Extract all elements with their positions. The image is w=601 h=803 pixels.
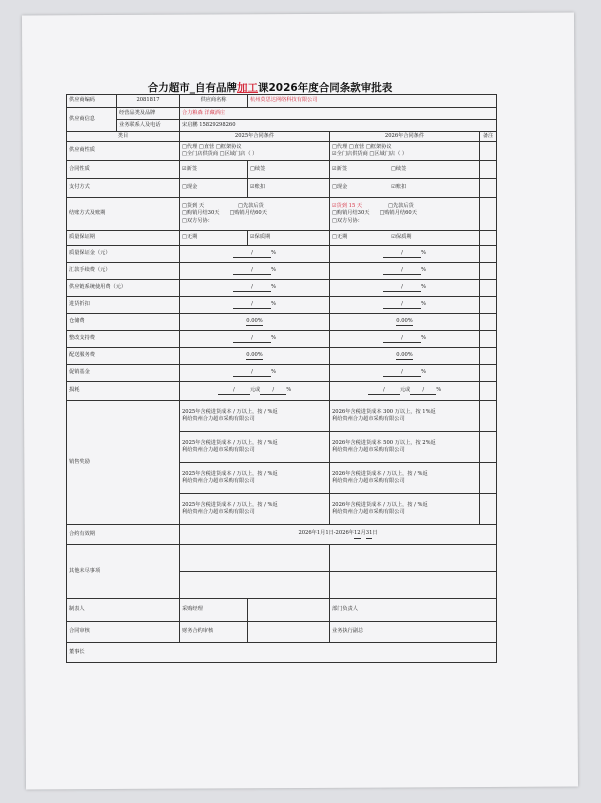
sales-reward-2025-tier2-line1: 2025年含税进货成本 / 万以上，按 / %返 [182,439,278,446]
contract-type-remarks [480,161,497,179]
dept-head-label: 部门负责人 [330,599,497,622]
sales-reward-2026-tier1-line2: 利给贵州合力超市采购有限公司 [332,416,405,422]
loss-2025-percent: / [260,387,286,395]
system-fee-remarks [480,280,497,297]
payment-2026-cash: □现金 [332,184,348,191]
validity-mid: 月 [360,530,366,537]
payment-method-label: 支付方式 [67,179,180,198]
validity-value [180,525,497,545]
sales-reward-remarks-3 [480,463,497,494]
supplier-type-2025-line2: □全门店供货商 □区域门店（ ） [182,151,258,157]
sales-reward-remarks-1 [480,401,497,432]
purchase-discount-2025-unit: % [271,300,276,307]
settlement-label: 结账方式及账期 [67,198,180,231]
promo-fund-2026-unit: % [421,368,426,375]
validity-label: 合约有效期 [67,525,180,545]
promo-fund-label: 促销基金 [67,365,180,382]
other-2026-bottom [330,572,497,599]
quality-2026-shelf: ☑保质期 [391,234,412,241]
contract-type-label: 合同性质 [67,161,180,179]
loss-2026 [330,382,480,401]
other-row-1 [67,545,497,572]
contact-label: 业务联系人及电话 [117,120,180,132]
supplier-type-2025-line1: □代理 □直营 □框架协议 [182,143,242,150]
settlement-2026-30days: □购销月结30天 [332,210,370,217]
transfer-fee-2025-unit: % [271,266,276,273]
settlement-2026-prepay: □先款后货 [388,203,414,210]
sales-reward-2025-tier4-line1: 2025年含税进货成本 / 万以上，按 / %返 [182,501,278,508]
sales-reward-2025-tier1-line2: 利给贵州合力超市采购有限公司 [182,416,255,422]
supplier-name-label: 供应商名称 [180,95,248,108]
contact-value: 宋启鹏 15829298260 [180,120,497,132]
loss-label: 损耗 [67,382,180,401]
header-remarks: 备注 [480,132,497,142]
approval-form-table [66,94,497,663]
settlement-row [67,198,497,231]
quality-period-label: 质量保证期 [67,231,180,246]
supplier-code-value: 2081817 [117,95,180,108]
other-2025-bottom [180,572,330,599]
renovation-fee-2025 [180,331,330,348]
deposit-remarks [480,246,497,263]
contract-type-2025-new: ☑新签 [180,161,248,179]
promo-fund-2026-value: / [383,369,421,377]
transfer-fee-2025 [180,263,330,280]
validity-row [67,525,497,545]
signature-row-2 [67,622,497,643]
sales-reward-2025-tier2 [180,432,330,463]
transfer-fee-2026-value: / [383,267,421,275]
promo-fund-remarks [480,365,497,382]
sales-reward-2025-tier4-line2: 利给贵州合力超市采购有限公司 [182,509,255,515]
sales-reward-2026-tier1-line1: 2026年含税进货成本 300 万以上，按 1%返 [332,408,436,415]
renovation-fee-label: 整改支持费 [67,331,180,348]
finance-review-sign [248,622,330,643]
system-fee-2025-unit: % [271,283,276,290]
sales-reward-2026-tier4-line2: 利给贵州合力超市采购有限公司 [332,509,405,515]
payment-method-row [67,179,497,198]
sales-reward-2026-tier4-line1: 2026年含税进货成本 / 万以上，按 / %返 [332,501,428,508]
delivery-fee-label: 配送服务费 [67,348,180,365]
other-label: 其他未尽事项 [67,545,180,599]
sales-reward-2025-tier4 [180,494,330,525]
purchase-discount-remarks [480,297,497,314]
purchase-discount-2026 [330,297,480,314]
settlement-2026-60days: □购销月结60天 [379,210,417,217]
loss-2026-amount: / [368,387,400,395]
transfer-fee-row [67,263,497,280]
sales-reward-2025-tier1 [180,401,330,432]
renovation-fee-2026-value: / [383,335,421,343]
system-fee-2025-value: / [233,284,271,292]
title-highlight: 加工 [237,82,258,94]
sales-reward-2026-tier3 [330,463,480,494]
settlement-2026-arrival: ☑货到 15 天 [332,203,363,210]
signature-row-3 [67,643,497,663]
payment-remarks [480,179,497,198]
deposit-2025-value: / [233,250,271,258]
purchase-discount-row [67,297,497,314]
loss-2025-unit: % [286,386,292,393]
supplier-type-row [67,142,497,161]
sales-reward-2025-tier3 [180,463,330,494]
delivery-fee-2025-value: 0.00% [246,352,262,360]
validity-prefix: 2026年1月1日-2026年 [298,530,354,537]
deposit-label: 质量保证金（元） [67,246,180,263]
quality-2025-shelf: ☑保质期 [248,231,330,246]
system-fee-2026-unit: % [421,283,426,290]
sales-reward-remarks-4 [480,494,497,525]
transfer-fee-remarks [480,263,497,280]
transfer-fee-2026-unit: % [421,266,426,273]
sales-reward-remarks-2 [480,432,497,463]
quality-2026 [330,231,480,246]
supplier-brand-row [67,108,497,120]
deposit-2026-value: / [383,250,421,258]
settlement-2025-other: □双方另协： [182,217,213,224]
deposit-row [67,246,497,263]
supplier-type-2025 [180,142,330,161]
vp-label: 业务执行副总 [330,622,497,643]
payment-2025-deduct: ☑账扣 [248,179,330,198]
supplier-name-value: 杭州莫思达网络科技有限公司 [248,95,497,108]
renovation-fee-2025-unit: % [271,334,276,341]
header-2025: 2025年合同条件 [180,132,330,142]
settlement-remarks [480,198,497,231]
contract-type-2026 [330,161,480,179]
brand-value: 合力粮森 洋藏酒庄 [180,108,497,120]
promo-fund-row [67,365,497,382]
sales-reward-2026-tier2-line2: 利给贵州合力超市采购有限公司 [332,447,405,453]
quality-2025-none: □无期 [180,231,248,246]
maker-label: 制表人 [67,599,180,622]
sales-reward-2026-tier3-line1: 2026年含税进货成本 / 万以上，按 / %返 [332,470,428,477]
system-fee-2026 [330,280,480,297]
sales-reward-2026-tier3-line2: 利给贵州合力超市采购有限公司 [332,478,405,484]
renovation-fee-row [67,331,497,348]
brand-label: 经营品类及品牌 [117,108,180,120]
transfer-fee-2025-value: / [233,267,271,275]
quality-2026-none: □无期 [332,234,348,241]
supplier-type-2026 [330,142,480,161]
supplier-contact-row [67,120,497,132]
signature-row-1 [67,599,497,622]
delivery-fee-row [67,348,497,365]
purchase-manager-label: 采购经理 [180,599,248,622]
payment-2026 [330,179,480,198]
sales-reward-2025-tier2-line2: 利给贵州合力超市采购有限公司 [182,447,255,453]
header-2026: 2026年合同条件 [330,132,480,142]
settlement-2025-30days: □购销月结30天 [182,210,220,217]
other-2026-top [330,545,497,572]
warehouse-fee-remarks [480,314,497,331]
form-title [44,80,496,95]
delivery-fee-2026 [330,348,480,365]
deposit-2025-unit: % [271,249,276,256]
loss-remarks [480,382,497,401]
header-row [67,132,497,142]
sales-reward-2026-tier2 [330,432,480,463]
loss-2026-percent: / [410,387,436,395]
supplier-type-2026-line2: ☑全门店供货商 □区域门店（ ） [332,151,408,157]
system-fee-2026-value: / [383,284,421,292]
loss-2025 [180,382,330,401]
loss-2025-amount: / [218,387,250,395]
settlement-2025 [180,198,330,231]
warehouse-fee-2026-value: 0.00% [396,318,412,326]
renovation-fee-2025-value: / [233,335,271,343]
promo-fund-2025-value: / [233,369,271,377]
loss-2026-unit: % [436,386,442,393]
supplier-type-2026-line1: □代理 □直营 □框架协议 [332,143,392,150]
supplier-code-row [67,95,497,108]
payment-2026-deduct: ☑账扣 [391,184,407,191]
delivery-fee-2025 [180,348,330,365]
settlement-2026 [330,198,480,231]
validity-day: 31 [366,530,373,538]
finance-review-label: 财务合约审核 [180,622,248,643]
header-category: 类目 [67,132,180,142]
system-fee-row [67,280,497,297]
contract-type-row [67,161,497,179]
sales-reward-2026-tier2-line1: 2026年含税进货成本 500 万以上，按 2%返 [332,439,436,446]
promo-fund-2025-unit: % [271,368,276,375]
loss-row [67,382,497,401]
purchase-discount-2025-value: / [233,301,271,309]
transfer-fee-2026 [330,263,480,280]
quality-remarks [480,231,497,246]
system-fee-label: 供应链系统使用费（元） [67,280,180,297]
payment-2025-cash: □现金 [180,179,248,198]
sales-reward-2025-tier3-line2: 利给贵州合力超市采购有限公司 [182,478,255,484]
contract-type-2026-renew: □续签 [391,165,407,172]
delivery-fee-2026-value: 0.00% [396,352,412,360]
sales-reward-2025-tier3-line1: 2025年含税进货成本 / 万以上，按 / %返 [182,470,278,477]
purchase-discount-label: 进货折扣 [67,297,180,314]
delivery-fee-remarks [480,348,497,365]
renovation-fee-remarks [480,331,497,348]
system-fee-2025 [180,280,330,297]
sales-reward-row-1 [67,401,497,432]
settlement-2025-prepay: □先款后货 [238,203,264,210]
title-part1: 合力超市_自有品牌 [147,82,237,94]
purchase-discount-2026-value: / [383,301,421,309]
deposit-2026-unit: % [421,249,426,256]
warehouse-fee-2025-value: 0.00% [246,318,262,326]
deposit-2025 [180,246,330,263]
quality-period-row [67,231,497,246]
deposit-2026 [330,246,480,263]
supplier-type-label: 供应商性质 [67,142,180,161]
validity-month: 12 [354,530,361,538]
sales-reward-label: 销售奖励 [67,401,180,525]
supplier-type-remarks [480,142,497,161]
warehouse-fee-label: 仓储费 [67,314,180,331]
settlement-2025-arrival: □货到 天 [182,203,205,210]
sales-reward-2026-tier1 [330,401,480,432]
settlement-2025-60days: □购销月结60天 [229,210,267,217]
supplier-info-label: 供应商信息 [67,108,117,132]
transfer-fee-label: 汇款手续费（元） [67,263,180,280]
warehouse-fee-2026 [330,314,480,331]
warehouse-fee-2025 [180,314,330,331]
sales-reward-2025-tier1-line1: 2025年含税进货成本 / 万以上，按 / %返 [182,408,278,415]
purchase-discount-2026-unit: % [421,300,426,307]
renovation-fee-2026-unit: % [421,334,426,341]
renovation-fee-2026 [330,331,480,348]
contract-review-label: 合同审核 [67,622,180,643]
sales-reward-2026-tier4 [330,494,480,525]
loss-2026-mid: 元或 [399,386,411,393]
purchase-manager-sign [248,599,330,622]
purchase-discount-2025 [180,297,330,314]
contract-type-2025-renew: □续签 [248,161,330,179]
loss-2025-mid: 元或 [249,386,261,393]
validity-suffix: 日 [372,530,378,537]
other-2025-top [180,545,330,572]
chairman-label: 董事长 [67,643,497,663]
settlement-2026-other: □双方另协： [332,217,363,224]
title-part3: 课2026年度合同条款审批表 [258,82,393,94]
promo-fund-2026 [330,365,480,382]
promo-fund-2025 [180,365,330,382]
contract-type-2026-new: ☑新签 [332,165,348,172]
supplier-code-label: 供应商编码 [67,95,117,108]
warehouse-fee-row [67,314,497,331]
